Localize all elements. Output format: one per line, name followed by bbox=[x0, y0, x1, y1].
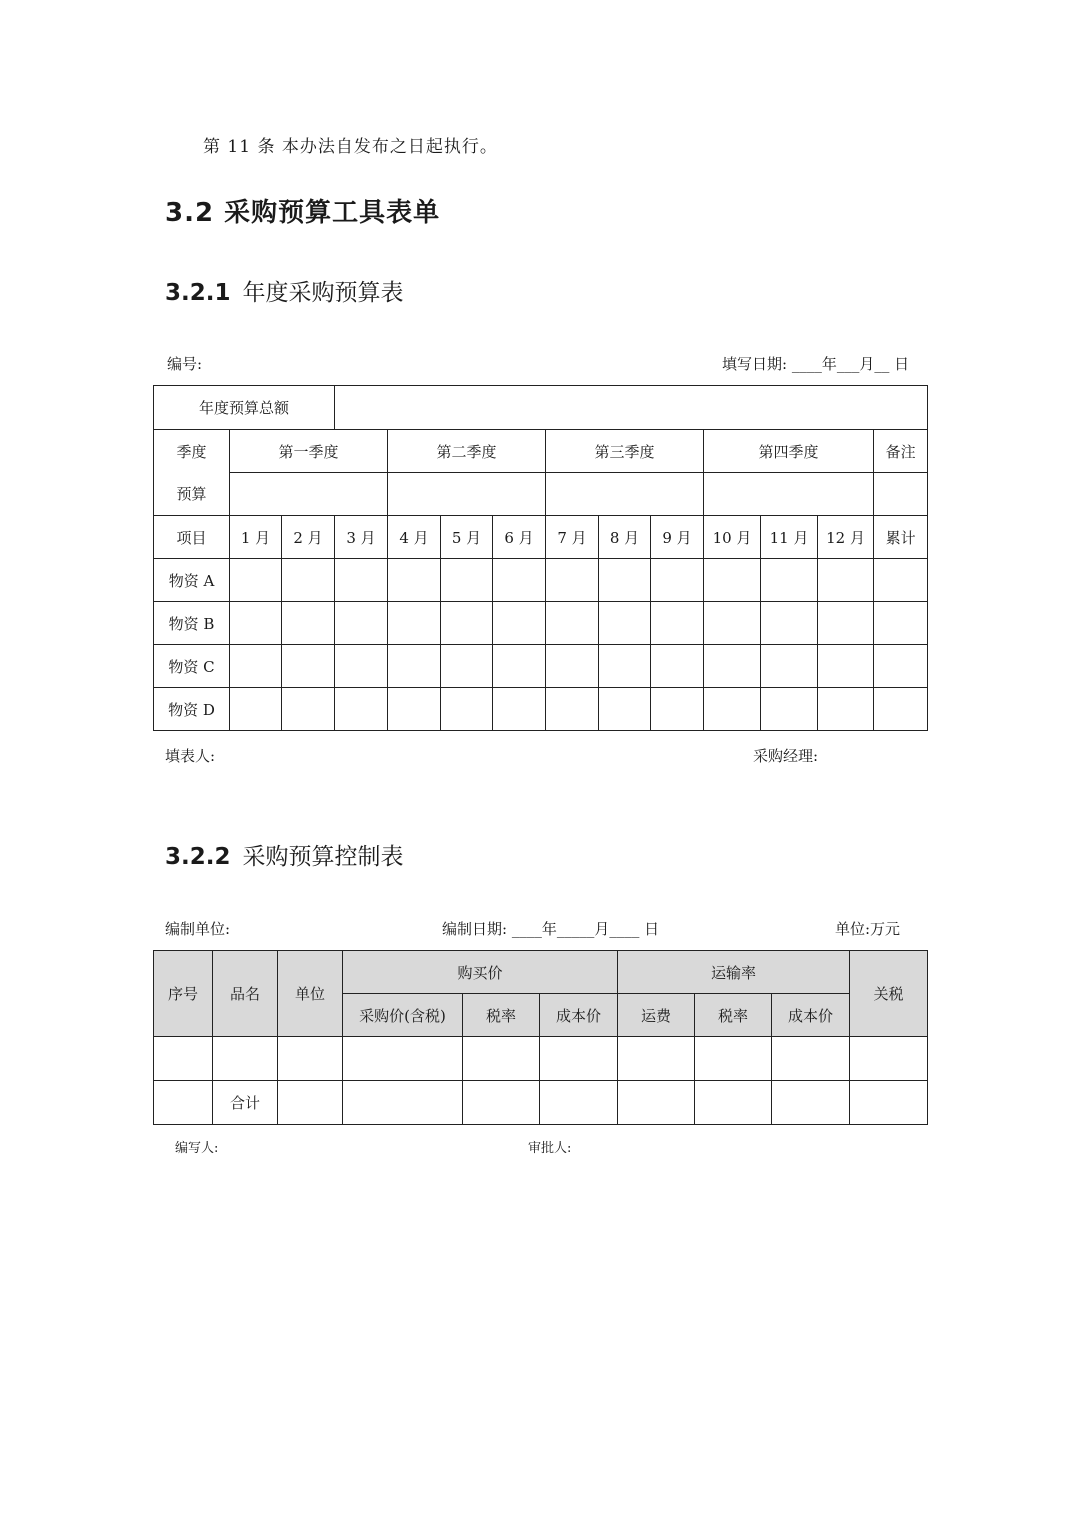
table1-heading-number: 3.2.1 bbox=[165, 280, 231, 306]
month-header: 12 月 bbox=[818, 516, 874, 559]
cell[interactable] bbox=[546, 559, 599, 602]
row-label: 物资 C bbox=[154, 645, 230, 688]
cell[interactable] bbox=[704, 559, 761, 602]
intro-paragraph: 第 11 条 本办法自发布之日起执行。 bbox=[203, 137, 498, 157]
cell[interactable] bbox=[599, 688, 651, 731]
table-row bbox=[154, 602, 928, 645]
table2-heading-number: 3.2.2 bbox=[165, 844, 231, 870]
month-header: 6 月 bbox=[493, 516, 546, 559]
table2-writer-label: 编写人: bbox=[175, 1141, 219, 1156]
cumulative-header: 累计 bbox=[874, 516, 928, 559]
cell[interactable] bbox=[154, 1081, 213, 1125]
cell[interactable] bbox=[599, 645, 651, 688]
table-row bbox=[154, 1081, 928, 1125]
table1-heading-text: 年度采购预算表 bbox=[242, 280, 404, 306]
cell[interactable] bbox=[761, 645, 818, 688]
cell[interactable] bbox=[213, 1037, 278, 1081]
table1-heading bbox=[165, 274, 404, 307]
name-header: 品名 bbox=[213, 951, 278, 1037]
remark-budget[interactable] bbox=[874, 473, 928, 516]
cell[interactable] bbox=[599, 559, 651, 602]
cell[interactable] bbox=[761, 602, 818, 645]
cell[interactable] bbox=[772, 1081, 850, 1125]
table-row bbox=[154, 645, 928, 688]
cell[interactable] bbox=[493, 602, 546, 645]
month-header: 2 月 bbox=[282, 516, 335, 559]
tariff-header: 关税 bbox=[850, 951, 928, 1037]
month-header: 7 月 bbox=[546, 516, 599, 559]
unit-header: 单位 bbox=[278, 951, 343, 1037]
cell[interactable] bbox=[335, 602, 388, 645]
cell[interactable] bbox=[388, 688, 441, 731]
cell[interactable] bbox=[818, 688, 874, 731]
cell[interactable] bbox=[695, 1037, 772, 1081]
seq-header: 序号 bbox=[154, 951, 213, 1037]
cell[interactable] bbox=[874, 645, 928, 688]
sum-label: 合计 bbox=[213, 1081, 278, 1125]
cell[interactable] bbox=[874, 602, 928, 645]
cell[interactable] bbox=[282, 559, 335, 602]
quarter-3-budget[interactable] bbox=[546, 473, 704, 516]
month-header: 8 月 bbox=[599, 516, 651, 559]
table1-date-label: 填写日期: ____年___月__ 日 bbox=[722, 355, 910, 373]
table1-manager-label: 采购经理: bbox=[753, 747, 819, 765]
transport-group-header: 运输率 bbox=[618, 951, 850, 994]
cell[interactable] bbox=[230, 559, 282, 602]
cell[interactable] bbox=[540, 1081, 618, 1125]
month-header: 9 月 bbox=[651, 516, 704, 559]
cell[interactable] bbox=[651, 602, 704, 645]
table-row bbox=[154, 688, 928, 731]
month-header: 4 月 bbox=[388, 516, 441, 559]
transport-cost-price-header: 成本价 bbox=[772, 994, 850, 1037]
quarter-1-header: 第一季度 bbox=[230, 430, 388, 473]
transport-tax-rate-header: 税率 bbox=[695, 994, 772, 1037]
month-header: 11 月 bbox=[761, 516, 818, 559]
budget-label: 预算 bbox=[154, 473, 230, 516]
annual-total-label: 年度预算总额 bbox=[154, 386, 335, 430]
remark-header: 备注 bbox=[874, 430, 928, 473]
month-header: 5 月 bbox=[441, 516, 493, 559]
table2-heading bbox=[165, 838, 404, 871]
section-title: 3.2 采购预算工具表单 bbox=[165, 198, 441, 228]
budget-control-table bbox=[153, 950, 928, 1125]
table1-code-label: 编号: bbox=[167, 355, 203, 373]
table2-date-label: 编制日期: ____年_____月____ 日 bbox=[442, 920, 660, 938]
cell[interactable] bbox=[651, 645, 704, 688]
cell[interactable] bbox=[493, 559, 546, 602]
cell[interactable] bbox=[230, 688, 282, 731]
season-label: 季度 bbox=[154, 430, 230, 473]
cell[interactable] bbox=[154, 1037, 213, 1081]
table2-unit-label: 单位:万元 bbox=[835, 920, 901, 938]
table-row bbox=[154, 559, 928, 602]
cell[interactable] bbox=[546, 688, 599, 731]
table2-unit-org-label: 编制单位: bbox=[165, 920, 231, 938]
cell[interactable] bbox=[335, 559, 388, 602]
quarter-4-budget[interactable] bbox=[704, 473, 874, 516]
cell[interactable] bbox=[278, 1037, 343, 1081]
cell[interactable] bbox=[441, 688, 493, 731]
tax-rate-header: 税率 bbox=[463, 994, 540, 1037]
cell[interactable] bbox=[618, 1037, 695, 1081]
cell[interactable] bbox=[618, 1081, 695, 1125]
cell[interactable] bbox=[818, 645, 874, 688]
table1-filler-label: 填表人: bbox=[165, 747, 216, 765]
purchase-price-header: 采购价(含税) bbox=[343, 994, 463, 1037]
item-header: 项目 bbox=[154, 516, 230, 559]
cell[interactable] bbox=[278, 1081, 343, 1125]
cell[interactable] bbox=[230, 645, 282, 688]
cell[interactable] bbox=[388, 602, 441, 645]
annual-budget-table bbox=[153, 385, 928, 731]
cell[interactable] bbox=[704, 645, 761, 688]
cell[interactable] bbox=[651, 688, 704, 731]
cell[interactable] bbox=[335, 688, 388, 731]
cell[interactable] bbox=[335, 645, 388, 688]
cell[interactable] bbox=[818, 559, 874, 602]
cell[interactable] bbox=[599, 602, 651, 645]
cell[interactable] bbox=[874, 559, 928, 602]
cost-price-header: 成本价 bbox=[540, 994, 618, 1037]
cell[interactable] bbox=[388, 645, 441, 688]
cell[interactable] bbox=[704, 602, 761, 645]
cell[interactable] bbox=[493, 688, 546, 731]
cell[interactable] bbox=[540, 1037, 618, 1081]
cell[interactable] bbox=[493, 645, 546, 688]
cell[interactable] bbox=[874, 688, 928, 731]
cell[interactable] bbox=[441, 645, 493, 688]
cell[interactable] bbox=[850, 1081, 928, 1125]
table2-heading-text: 采购预算控制表 bbox=[242, 844, 404, 870]
cell[interactable] bbox=[463, 1081, 540, 1125]
cell[interactable] bbox=[546, 645, 599, 688]
cell[interactable] bbox=[388, 559, 441, 602]
cell[interactable] bbox=[651, 559, 704, 602]
annual-total-value[interactable] bbox=[335, 386, 928, 430]
quarter-4-header: 第四季度 bbox=[704, 430, 874, 473]
cell[interactable] bbox=[761, 688, 818, 731]
quarter-1-budget[interactable] bbox=[230, 473, 388, 516]
row-label: 物资 A bbox=[154, 559, 230, 602]
cell[interactable] bbox=[343, 1081, 463, 1125]
table-row bbox=[154, 1037, 928, 1081]
month-header: 10 月 bbox=[704, 516, 761, 559]
cell[interactable] bbox=[546, 602, 599, 645]
cell[interactable] bbox=[463, 1037, 540, 1081]
cell[interactable] bbox=[282, 602, 335, 645]
quarter-2-budget[interactable] bbox=[388, 473, 546, 516]
table2-approver-label: 审批人: bbox=[528, 1141, 572, 1156]
month-header: 3 月 bbox=[335, 516, 388, 559]
cell[interactable] bbox=[818, 602, 874, 645]
cell[interactable] bbox=[761, 559, 818, 602]
cell[interactable] bbox=[343, 1037, 463, 1081]
month-header: 1 月 bbox=[230, 516, 282, 559]
cell[interactable] bbox=[850, 1037, 928, 1081]
cell[interactable] bbox=[230, 602, 282, 645]
cell[interactable] bbox=[441, 602, 493, 645]
quarter-3-header: 第三季度 bbox=[546, 430, 704, 473]
cell[interactable] bbox=[772, 1037, 850, 1081]
row-label: 物资 B bbox=[154, 602, 230, 645]
cell[interactable] bbox=[704, 688, 761, 731]
cell[interactable] bbox=[695, 1081, 772, 1125]
cell[interactable] bbox=[441, 559, 493, 602]
freight-header: 运费 bbox=[618, 994, 695, 1037]
quarter-2-header: 第二季度 bbox=[388, 430, 546, 473]
purchase-price-group-header: 购买价 bbox=[343, 951, 618, 994]
row-label: 物资 D bbox=[154, 688, 230, 731]
cell[interactable] bbox=[282, 688, 335, 731]
cell[interactable] bbox=[282, 645, 335, 688]
